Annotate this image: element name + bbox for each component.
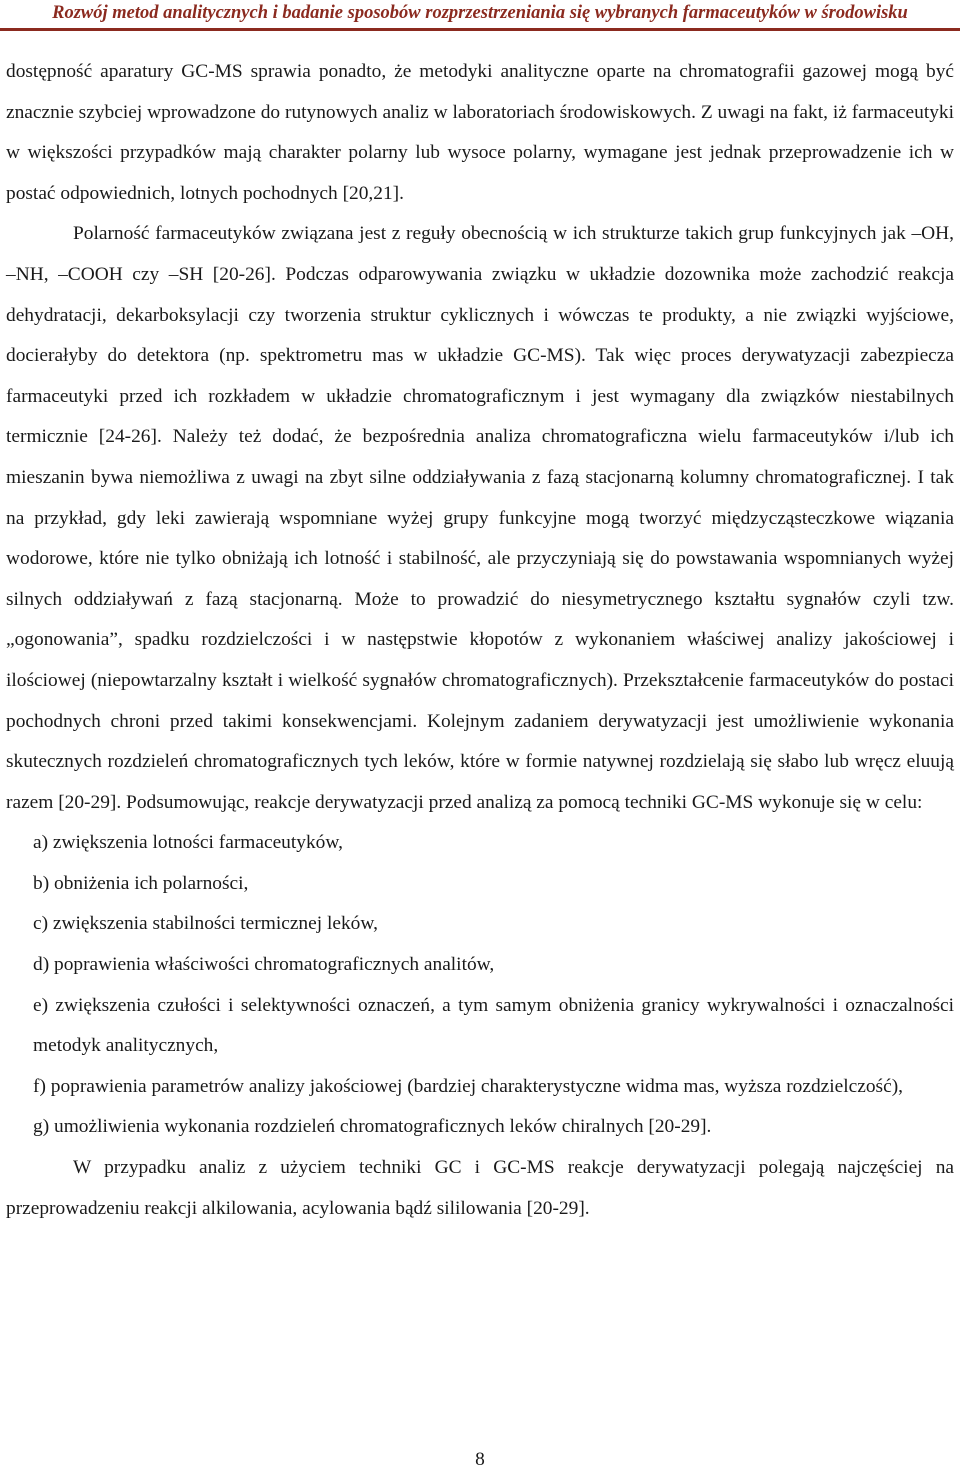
header-rule bbox=[0, 28, 960, 31]
paragraph-polarity: Polarność farmaceutyków związana jest z reguły obecnością w ich strukturze takich grup funkcyjnych jak –OH, –NH, –COOH czy –SH [20-26]. Podczas odparowywania związku w układzie dozownika może zachodzić reakcja dehydratacji, dekarboksylacji czy tworzenia struktur cyklicznych i wówczas te produkty, a nie związki wyjściowe, docierałyby do detektora (np. spektrometru mas w układzie GC-MS). Tak więc proces derywatyzacji zabezpiecza farmaceutyki przed ich rozkładem w układzie chromatograficznym i jest wymagany dla związków niestabilnych termicznie [24-26]. Należy też dodać, że bezpośrednia analiza chromatograficzna wielu farmaceutyków i/lub ich mieszanin bywa niemożliwa z uwagi na zbyt silne oddziaływania z fazą stacjonarną kolumny chromatograficznej. I tak na przykład, gdy leki zawierają wspomniane wyżej grupy funkcyjne mogą tworzyć międzycząsteczkowe wiązania wodorowe, które nie tylko obniżają ich lotność i stabilność, ale przyczyniają się do powstawania wspomnianych wyżej silnych oddziaływań z fazą stacjonarną. Może to prowadzić do niesymetrycznego kształtu sygnałów czyli tzw. „ogonowania”, spadku rozdzielczości i w następstwie kłopotów z wykonaniem właściwej analizy jakościowej i ilościowej (niepowtarzalny kształt i wielkość sygnałów chromatograficznych). Przekształcenie farmaceutyków do postaci pochodnych chroni przed takimi konsekwencjami. Kolejnym zadaniem derywatyzacji jest umożliwienie wykonania skutecznych rozdzieleń chromatograficznych tych leków, które w formie natywnej rozdzielają się słabo lub wręcz eluują razem [20-29]. Podsumowując, reakcje derywatyzacji przed analizą za pomocą techniki GC-MS wykonuje się w celu: bbox=[6, 223, 954, 813]
running-header: Rozwój metod analitycznych i badanie sposobów rozprzestrzeniania się wybranych farmaceutyków w środowisku bbox=[52, 3, 908, 23]
paragraph-gc-derivatization: W przypadku analiz z użyciem techniki GC i GC-MS reakcje derywatyzacji polegają najczęściej na przeprowadzeniu reakcji alkilowania, acylowania bądź sililowania [20-29]. bbox=[6, 1157, 954, 1219]
list-item: e) zwiększenia czułości i selektywności oznaczeń, a tym samym obniżenia granicy wykrywalności i oznaczalności metodyk analitycznych, bbox=[33, 994, 954, 1057]
page-body bbox=[6, 52, 954, 1229]
paragraph-continuation: dostępność aparatury GC-MS sprawia ponadto, że metodyki analityczne oparte na chromatografii gazowej mogą być znacznie szybciej wprowadzone do rutynowych analiz w laboratoriach środowiskowych. Z uwagi na fakt, iż farmaceutyki w większości przypadków mają charakter polarny lub wysoce polarny, wymagane jest jednak przeprowadzenie ich w postać odpowiednich, lotnych pochodnych [20,21]. bbox=[6, 61, 954, 204]
list-item: g) umożliwienia wykonania rozdzieleń chromatograficznych leków chiralnych [20-29]. bbox=[33, 1116, 712, 1138]
list-item: d) poprawienia właściwości chromatograficznych analitów, bbox=[33, 954, 495, 976]
page-number: 8 bbox=[475, 1449, 485, 1470]
derivatization-goals-list bbox=[6, 823, 954, 1148]
list-item: f) poprawienia parametrów analizy jakościowej (bardziej charakterystyczne widma mas, wyższa rozdzielczość), bbox=[33, 1075, 904, 1097]
list-item: b) obniżenia ich polarności, bbox=[33, 872, 249, 894]
list-item: c) zwiększenia stabilności termicznej leków, bbox=[33, 913, 378, 935]
list-item: a) zwiększenia lotności farmaceutyków, bbox=[33, 832, 343, 854]
